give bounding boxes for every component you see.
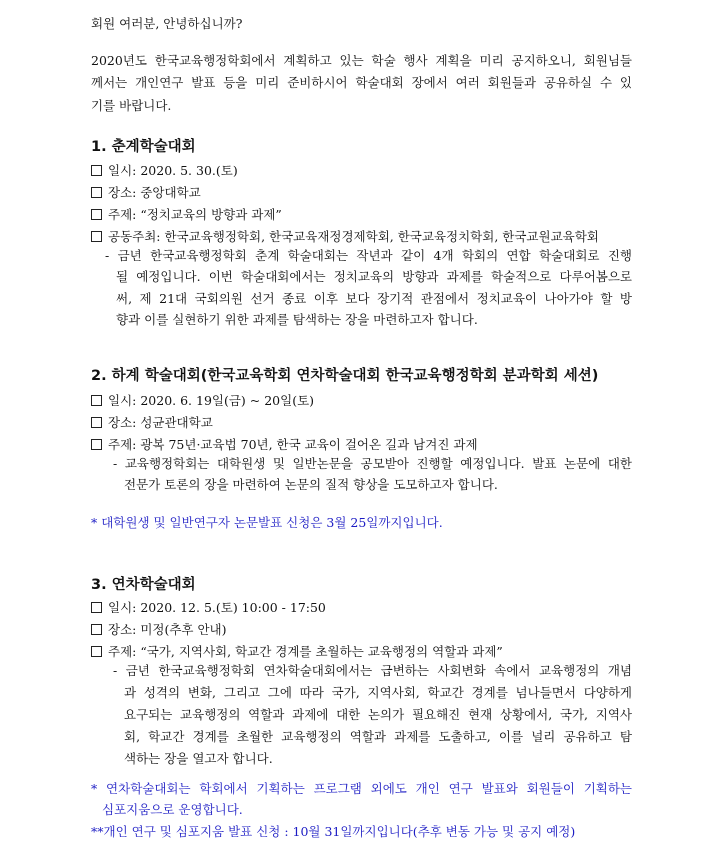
checkbox-icon	[91, 165, 102, 176]
section-3-date: 일시: 2020. 12. 5.(토) 10:00 - 17:50	[91, 599, 326, 617]
section-3-desc-4: 회, 학교간 경계를 초월한 교육행정의 역할과 과제를 도출하고, 이를 널리 공유하고 탐	[124, 729, 632, 744]
section-1-theme: 주제: “정치교육의 방향과 과제”	[91, 206, 282, 224]
section-2-desc-1: - 교육행정학회는 대학원생 및 일반논문을 공모받아 진행할 예정입니다. 발표 논문에 대한	[113, 456, 632, 471]
section-1-title: 1. 춘계학술대회	[91, 139, 196, 155]
section-2-theme: 주제: 광복 75년·교육법 70년, 한국 교육이 걸어온 길과 남겨진 과제	[91, 436, 478, 454]
section-3-desc-5: 색하는 장을 열고자 합니다.	[124, 751, 273, 766]
section-1-desc-3: 써, 제 21대 국회의원 선거 종료 이후 보다 장기적 관점에서 정치교육이 나아가야 할 방	[116, 291, 632, 306]
section-2-desc-2: 전문가 토론의 장을 마련하여 논문의 질적 향상을 도모하고자 합니다.	[124, 477, 498, 492]
section-3-desc-3: 요구되는 교육행정의 역할과 과제에 대한 논의가 필요해진 현재 상황에서, 국가, 지역사	[124, 707, 632, 722]
section-1-desc-1: - 금년 한국교육행정학회 춘계 학술대회는 작년과 같이 4개 학회의 연합 학술대회로 진행	[105, 248, 632, 263]
section-3-title: 3. 연차학술대회	[91, 577, 196, 593]
intro-line-2: 께서는 개인연구 발표 등을 미리 준비하시어 학술대회 장에서 여러 회원들과 공유하실 수 있	[91, 75, 632, 90]
section-2-date: 일시: 2020. 6. 19일(금) ~ 20일(토)	[91, 392, 314, 410]
section-2-title: 2. 하계 학술대회(한국교육학회 연차학술대회 한국교육행정학회 분과학회 세션)	[91, 368, 599, 384]
intro-line-3: 기를 바랍니다.	[91, 98, 172, 113]
greeting: 회원 여러분, 안녕하십니까?	[91, 16, 243, 31]
section-2-venue: 장소: 성균관대학교	[91, 414, 213, 432]
section-3-venue: 장소: 미정(추후 안내)	[91, 621, 227, 639]
section-3-desc-2: 과 성격의 변화, 그리고 그에 따라 국가, 지역사회, 학교간 경계를 넘나들면서 다양하게	[124, 685, 632, 700]
section-2-note: * 대학원생 및 일반연구자 논문발표 신청은 3월 25일까지입니다.	[91, 515, 443, 530]
checkbox-icon	[91, 602, 102, 613]
checkbox-icon	[91, 439, 102, 450]
checkbox-icon	[91, 624, 102, 635]
section-1-venue: 장소: 중앙대학교	[91, 184, 201, 202]
section-3-note-2: **개인 연구 및 심포지움 발표 신청 : 10월 31일까지입니다(추후 변동 가능 및 공지 예정)	[91, 824, 576, 839]
intro-line-1: 2020년도 한국교육행정학회에서 계획하고 있는 학술 행사 계획을 미리 공지하오니, 회원님들	[91, 53, 632, 68]
section-1-cohost: 공동주최: 한국교육행정학회, 한국교육재정경제학회, 한국교육정치학회, 한국교원교육학회	[91, 228, 599, 246]
checkbox-icon	[91, 646, 102, 657]
section-1-desc-4: 향과 이를 실현하기 위한 과제를 탐색하는 장을 마련하고자 합니다.	[116, 312, 478, 327]
section-3-note-1-line-1: * 연차학술대회는 학회에서 기획하는 프로그램 외에도 개인 연구 발표와 회원들이 기획하는	[91, 781, 632, 796]
section-3-note-1-line-2: 심포지움으로 운영합니다.	[102, 802, 243, 817]
section-3-desc-1: - 금년 한국교육행정학회 연차학술대회에서는 급변하는 사회변화 속에서 교육행정의 개념	[113, 663, 632, 678]
checkbox-icon	[91, 395, 102, 406]
section-3-theme: 주제: “국가, 지역사회, 학교간 경계를 초월하는 교육행정의 역할과 과제”	[91, 643, 503, 661]
checkbox-icon	[91, 231, 102, 242]
checkbox-icon	[91, 417, 102, 428]
section-1-date: 일시: 2020. 5. 30.(토)	[91, 162, 238, 180]
checkbox-icon	[91, 187, 102, 198]
section-1-desc-2: 될 예정입니다. 이번 학술대회에서는 정치교육의 방향과 과제를 학술적으로 다루어봄으로	[116, 269, 632, 284]
checkbox-icon	[91, 209, 102, 220]
